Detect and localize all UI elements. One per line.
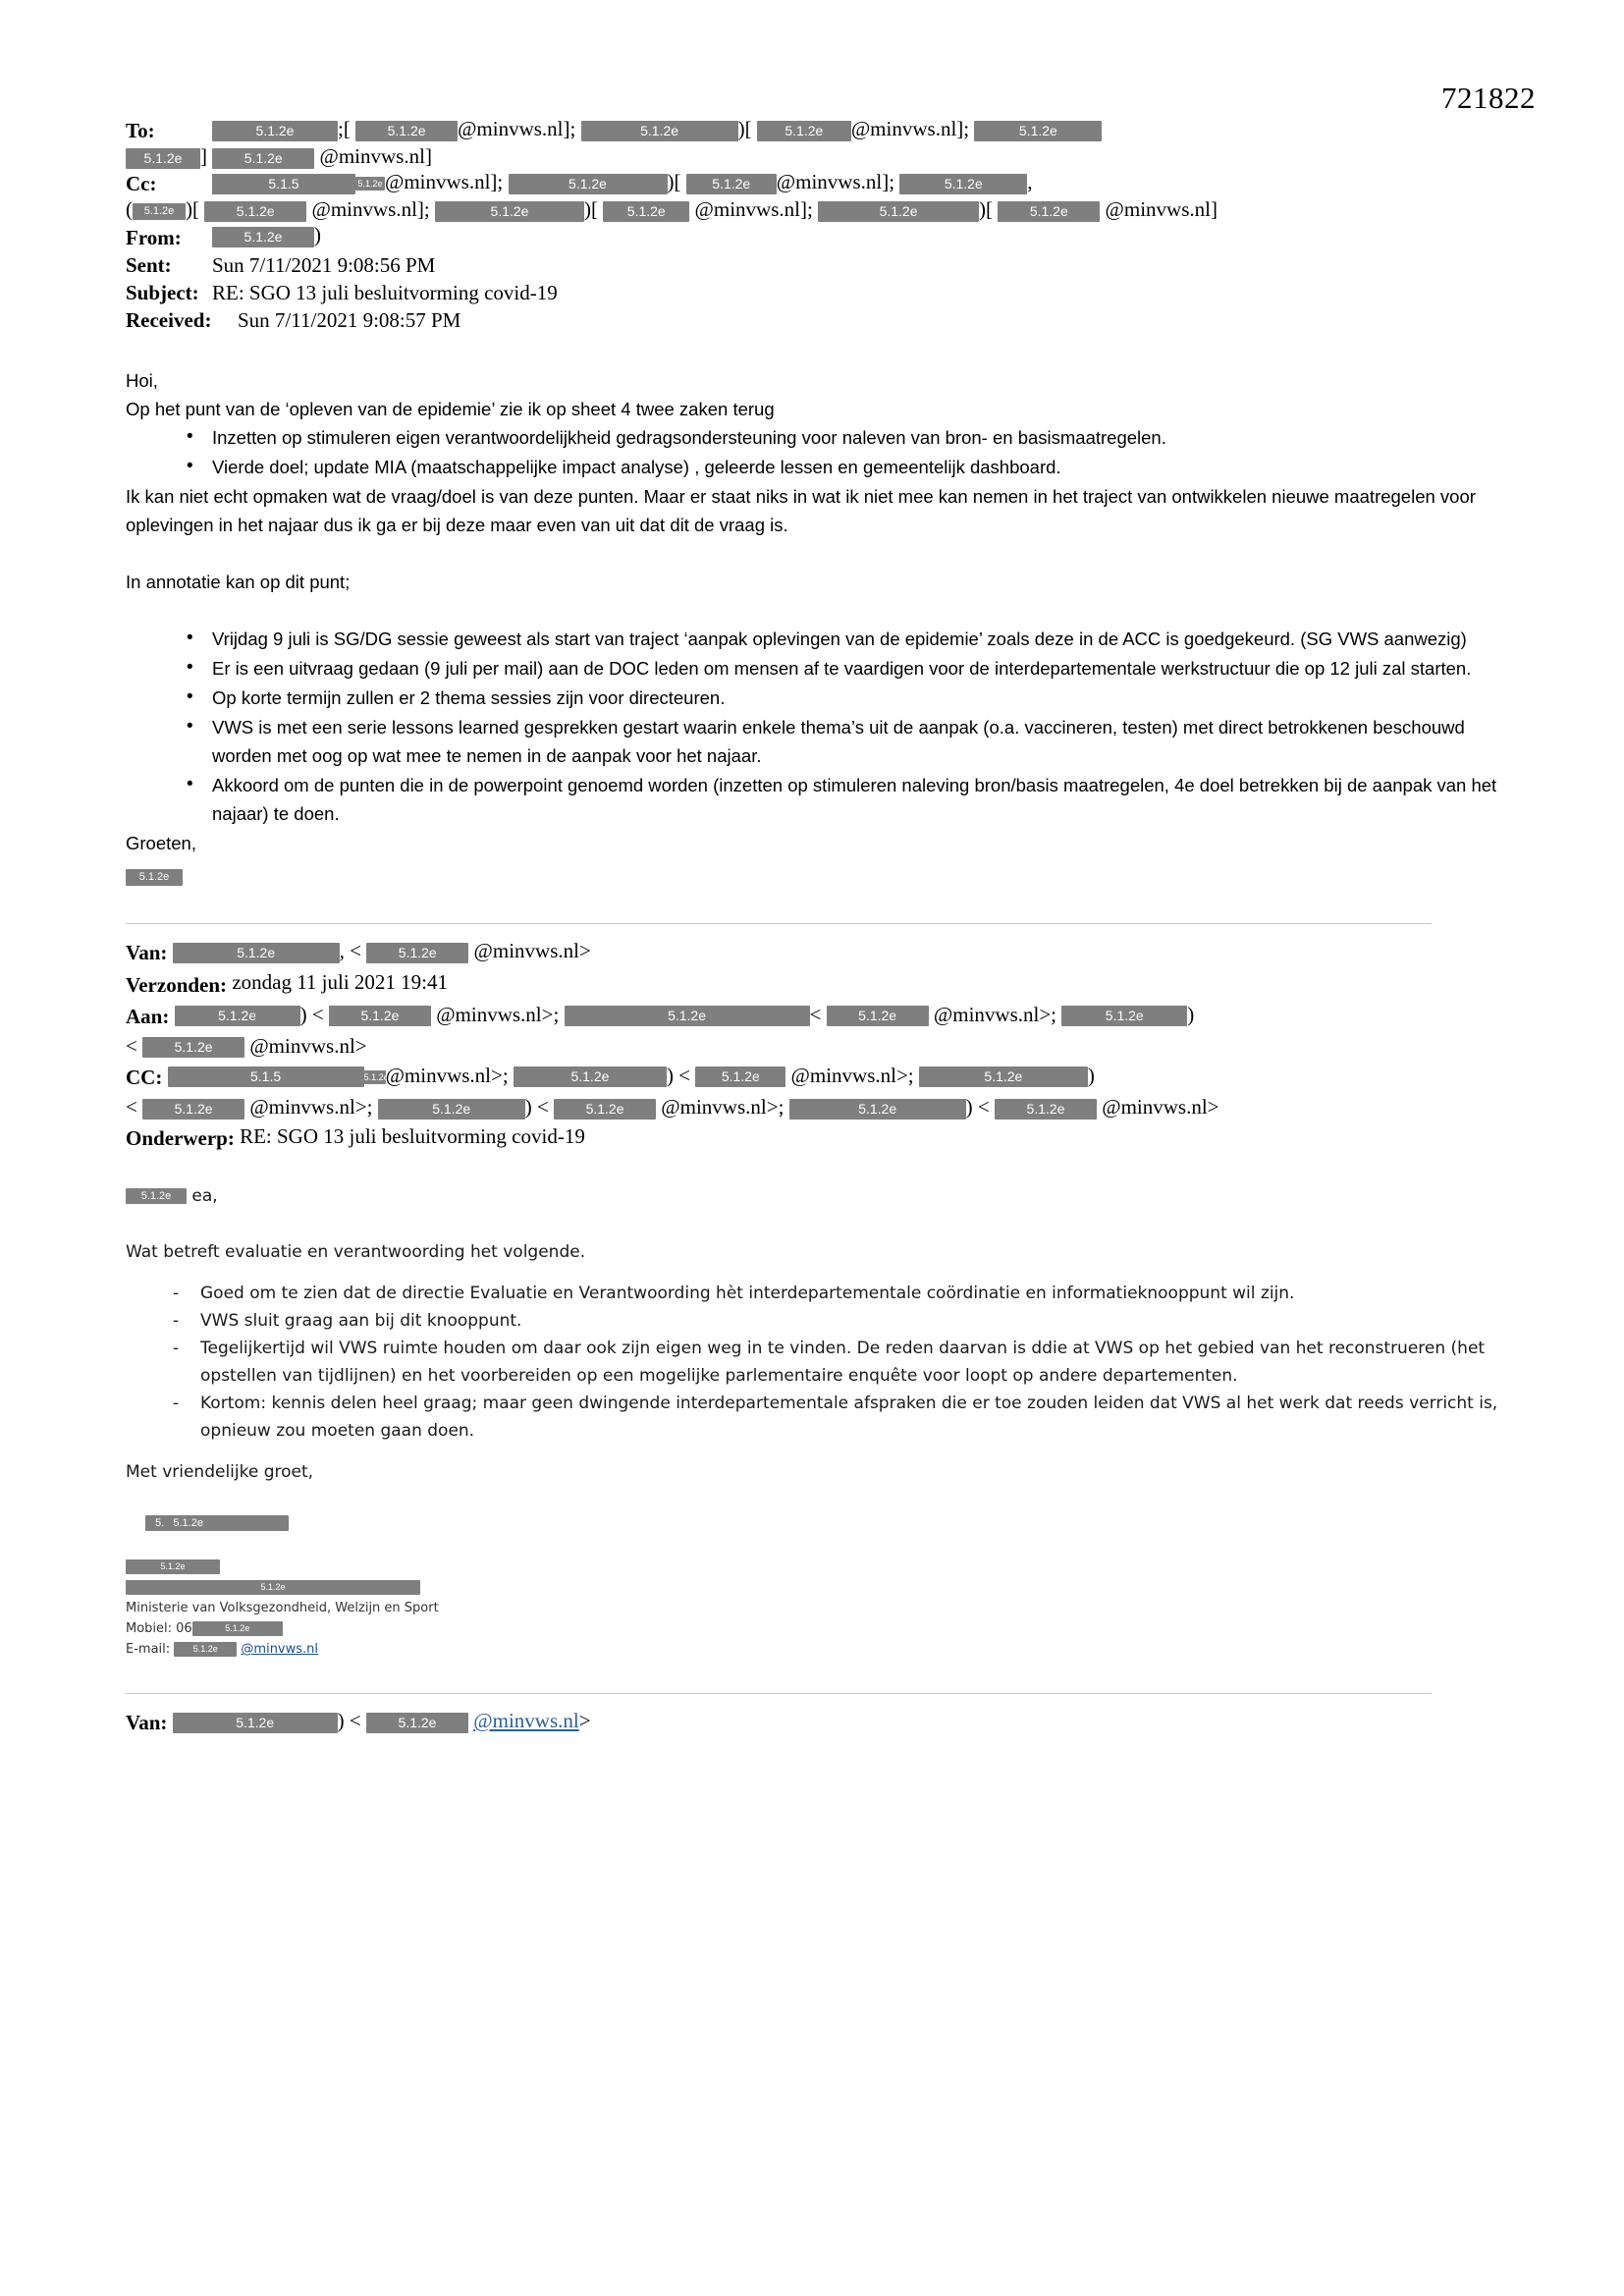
signature-block — [126, 1557, 1506, 1660]
header-label-van: Van: — [126, 941, 168, 965]
list-item: - Kortom: kennis delen heel graag; maar geen dwingende interdepartementale afspraken die er toe zouden leiden dat VWS al het werk dat reeds verricht is, opnieuw zou moeten gaan doen. — [173, 1390, 1506, 1445]
paragraph-1: Op het punt van de ‘opleven van de epidemie’ zie ik op sheet 4 twee zaken terug — [126, 399, 775, 420]
redaction-block: 5.1.2e — [126, 869, 183, 886]
redaction-block: 5.1.2e — [565, 1006, 810, 1026]
redaction-block: 5.1.2e — [509, 174, 668, 194]
redaction-block: 5.1.2e — [175, 1006, 300, 1026]
redaction-block: 5.1.2e — [1061, 1006, 1187, 1026]
header-row-cc2-cont: < 5.1.2e @minvws.nl>; 5.1.2e ) < 5.1.2e @minvws.nl>; 5.1.2e ) < 5.1.2e @minvws.nl> — [126, 1094, 1219, 1119]
redaction-block: 5.1.2e — [757, 121, 851, 141]
redaction-block: 5.1.2e — [818, 201, 979, 222]
bullet-list-1 — [126, 423, 1506, 481]
redaction-block: 5.1.2e — [998, 201, 1100, 222]
redaction-block: 5.1.2e — [995, 1099, 1097, 1120]
email-link[interactable]: @minvws.nl — [241, 1642, 319, 1658]
list-item: - VWS sluit graag aan bij dit knooppunt. — [173, 1307, 1506, 1335]
signoff: Met vriendelijke groet, — [126, 1462, 314, 1483]
redaction-block-small: 5.1.2e — [364, 1070, 386, 1084]
page-number: 721822 — [1441, 81, 1536, 115]
list-item: • Vrijdag 9 juli is SG/DG sessie geweest als start van traject ‘aanpak oplevingen van de epidemie’ zoals deze in de ACC is goedgekeurd. (SG VWS aanwezig) — [187, 625, 1506, 653]
list-item: • Vierde doel; update MIA (maatschappelijke impact analyse) , geleerde lessen en gemeentelijk dashboard. — [187, 453, 1506, 481]
email-domain: @minvws.nl>; — [661, 1094, 785, 1119]
redaction-block: 5.1.2e — [329, 1006, 431, 1026]
header-label-van: Van: — [126, 1711, 168, 1735]
signature-mobile: Mobiel: 06 5.1.2e — [126, 1618, 1506, 1639]
redaction-block: 5.1.2e — [366, 943, 468, 963]
signature-email: E-mail: 5.1.2e @minvws.nl — [126, 1642, 319, 1658]
email-domain: @minvws.nl — [319, 144, 425, 169]
message3-header — [126, 1706, 1506, 1737]
signature-unit-line — [126, 1577, 1506, 1598]
redaction-block: 5.1.2e — [435, 201, 584, 222]
header-row-onderwerp — [126, 1121, 1506, 1153]
message1-body — [126, 366, 1506, 890]
email-domain: @minvws.nl>; — [249, 1094, 373, 1119]
email-link[interactable]: @minvws.nl — [473, 1709, 579, 1733]
redaction-block: 5.1.2e — [355, 121, 458, 141]
paragraph-2: Ik kan niet echt opmaken wat de vraag/doel is van deze punten. Maar er staat niks in wat ik niet mee kan nemen in het traject van ontwikkelen nieuwe maatregelen voor oplevingen in het najaar dus ik ga er bij deze maar even van uit dat dit de vraag is. — [126, 486, 1476, 536]
header-row-van: Van: 5.1.2e , < 5.1.2e @minvws.nl> — [126, 936, 1506, 967]
email-domain: @minvws.nl>; — [385, 1063, 509, 1087]
email-domain: @minvws.nl>; — [933, 1002, 1056, 1026]
bullet-list-2 — [126, 625, 1506, 828]
redaction-block: 5.1.2e — [212, 121, 338, 141]
header-row-cc2: CC: 5.1.5 5.1.2e@minvws.nl>; 5.1.2e ) < 5.1.2e @minvws.nl>; 5.1.2e ) — [126, 1061, 1506, 1092]
redaction-block: 5.1.2e — [192, 1621, 283, 1635]
redaction-block: 5.1.2e — [174, 1642, 237, 1656]
header-label-aan: Aan: — [126, 1004, 170, 1028]
header-row-van-3: Van: 5.1.2e ) < 5.1.2e @minvws.nl> — [126, 1706, 1506, 1737]
redaction-block: 5.1.2e — [126, 1559, 220, 1573]
header-row-to: To: 5.1.2e ;[ 5.1.2e @minvws.nl]; 5.1.2e )[ 5.1.2e @minvws.nl]; 5.1.2e — [126, 116, 1506, 143]
greeting-line — [126, 1182, 1506, 1210]
redaction-block: 5.1.2e — [899, 174, 1027, 194]
header-row-subject — [126, 278, 1506, 305]
redaction-block: 5. 5.1.2e — [145, 1515, 289, 1532]
redaction-block: 5.1.2e — [827, 1006, 929, 1026]
paragraph-3: In annotatie kan op dit punt; — [126, 572, 351, 593]
redaction-block: 5.1.2e — [142, 1099, 244, 1120]
redaction-block: 5.1.2e — [126, 1188, 187, 1205]
list-item: • Inzetten op stimuleren eigen verantwoordelijkheid gedragsondersteuning voor naleven van bron- en basismaatregelen. — [187, 423, 1506, 452]
header-row-to-cont: 5.1.2e ] 5.1.2e @minvws.nl] — [126, 143, 1506, 169]
redaction-block: 5.1.2e — [126, 1580, 420, 1594]
signature-role-line — [126, 1557, 1506, 1577]
email-domain: @minvws.nl]; — [385, 170, 504, 194]
verzonden-value: zondag 11 juli 2021 19:41 — [232, 970, 449, 995]
email-domain: @minvws.nl> — [473, 939, 591, 963]
redaction-block: 5.1.2e — [919, 1066, 1088, 1087]
list-item: - Tegelijkertijd wil VWS ruimte houden om daar ook zijn eigen weg in te vinden. De reden daarvan is ddie at VWS op het gebied van het reconstrueren (het opstellen van tijdlijnen) en het voorbereiden op een mogelijke parlementaire enquête voor loopt op andere departementen. — [173, 1335, 1506, 1390]
header-row-received — [126, 305, 1506, 333]
header-row-aan: Aan: 5.1.2e ) < 5.1.2e @minvws.nl>; 5.1.2e < 5.1.2e @minvws.nl>; 5.1.2e ) — [126, 1000, 1506, 1031]
message1-header — [126, 116, 1506, 333]
header-label-verzonden: Verzonden: — [126, 972, 228, 997]
header-row-from: From: 5.1.2e ) — [126, 223, 321, 249]
redaction-block: 5.1.2e — [142, 1037, 244, 1058]
redaction-block: 5.1.2e — [366, 1713, 468, 1733]
redaction-block: 5.1.2e — [581, 121, 738, 141]
redaction-block: 5.1.2e — [204, 201, 306, 222]
redaction-block: 5.1.2e — [126, 148, 200, 169]
header-row-cc: Cc: 5.1.5 5.1.2e @minvws.nl]; 5.1.2e )[ 5.1.2e @minvws.nl]; 5.1.2e , — [126, 170, 1033, 196]
redaction-block: 5.1.2e — [789, 1099, 966, 1120]
email-domain: @minvws.nl> — [1102, 1094, 1219, 1119]
redaction-block: 5.1.2e — [378, 1099, 525, 1120]
sent-value: Sun 7/11/2021 9:08:56 PM — [212, 252, 436, 277]
redaction-block: 5.1.2e — [686, 174, 777, 194]
redaction-block: 5.1.2e — [603, 201, 689, 222]
dash-list — [126, 1280, 1506, 1445]
header-label-cc: CC: — [126, 1065, 163, 1089]
message-divider-2 — [126, 1693, 1432, 1694]
signature-name-line — [126, 1509, 1506, 1537]
header-label-cc: Cc: — [126, 172, 157, 196]
email-domain: @minvws.nl]; — [458, 117, 576, 140]
closing: Groeten, — [126, 833, 196, 854]
list-item: • Er is een uitvraag gedaan (9 juli per mail) aan de DOC leden om mensen af te vaardigen voor de interdepartementale werkstructuur die op 12 juli zal starten. — [187, 654, 1506, 683]
redaction-block: 5.1.2e — [974, 121, 1102, 141]
signature-org: Ministerie van Volksgezondheid, Welzijn en Sport — [126, 1601, 439, 1616]
redaction-block: 5.1.2e — [514, 1066, 667, 1087]
email-domain: @minvws.nl]; — [694, 197, 813, 222]
header-label-received: Received: — [126, 308, 212, 333]
header-row-cc-cont: ( 5.1.2e )[ 5.1.2e @minvws.nl]; 5.1.2e )[ 5.1.2e @minvws.nl]; 5.1.2e )[ 5.1.2e @minvws.nl] — [126, 197, 1218, 222]
list-item: • VWS is met een serie lessons learned gesprekken gestart waarin enkele thema’s uit de aanpak (o.a. vaccineren, testen) met direct betrokkenen beschouwd worden met oog op wat mee te nemen in de aanpak voor het najaar. — [187, 713, 1506, 770]
email-domain: @minvws.nl]; — [850, 117, 970, 140]
email-domain: @minvws.nl> — [249, 1033, 367, 1058]
message2-body — [126, 1182, 1506, 1660]
subject-value: RE: SGO 13 juli besluitvorming covid-19 — [212, 280, 558, 304]
redaction-block: 5.1.5 — [168, 1066, 364, 1087]
greeting-suffix: ea, — [191, 1186, 218, 1207]
header-label-from: From: — [126, 225, 182, 249]
list-item: - Goed om te zien dat de directie Evaluatie en Verantwoording hèt interdepartementale coördinatie en informatieknooppunt wil zijn. — [173, 1280, 1506, 1307]
received-value: Sun 7/11/2021 9:08:57 PM — [238, 308, 461, 333]
list-item: • Akkoord om de punten die in de powerpoint genoemd worden (inzetten op stimuleren naleving bron/basis maatregelen, 4e doel betrekken bij de aanpak van het najaar) te doen. — [187, 771, 1506, 828]
header-label-to: To: — [126, 119, 155, 143]
email-domain: @minvws.nl]; — [776, 170, 895, 194]
redaction-block: 5.1.2e — [695, 1066, 785, 1087]
onderwerp-value: RE: SGO 13 juli besluitvorming covid-19 — [240, 1123, 585, 1148]
redaction-block: 5.1.2e — [554, 1099, 656, 1120]
message2-header — [126, 936, 1506, 1153]
greeting: Hoi, — [126, 370, 158, 392]
redaction-block: 5.1.2e — [173, 1713, 338, 1733]
redaction-block: 5.1.2e — [173, 943, 340, 963]
redaction-block: 5.1.5 — [212, 174, 355, 194]
header-row-sent — [126, 250, 1506, 278]
message-divider — [126, 923, 1432, 924]
header-row-verzonden — [126, 967, 1506, 999]
redaction-block-small: 5.1.2e — [355, 177, 385, 191]
paragraph-1: Wat betreft evaluatie en verantwoording het volgende. — [126, 1242, 586, 1263]
header-label-onderwerp: Onderwerp: — [126, 1126, 235, 1151]
email-domain: @minvws.nl>; — [436, 1002, 560, 1026]
email-domain: @minvws.nl>; — [790, 1063, 914, 1087]
email-domain: @minvws.nl]; — [311, 197, 430, 222]
redaction-block: 5.1.2e — [133, 203, 186, 220]
list-item: • Op korte termijn zullen er 2 thema sessies zijn voor directeuren. — [187, 683, 1506, 712]
header-label-subject: Subject: — [126, 280, 199, 304]
header-row-aan-cont: < 5.1.2e @minvws.nl> — [126, 1033, 367, 1058]
redaction-block: 5.1.2e — [212, 227, 314, 247]
header-label-sent: Sent: — [126, 252, 172, 277]
redaction-block: 5.1.2e — [212, 148, 314, 169]
